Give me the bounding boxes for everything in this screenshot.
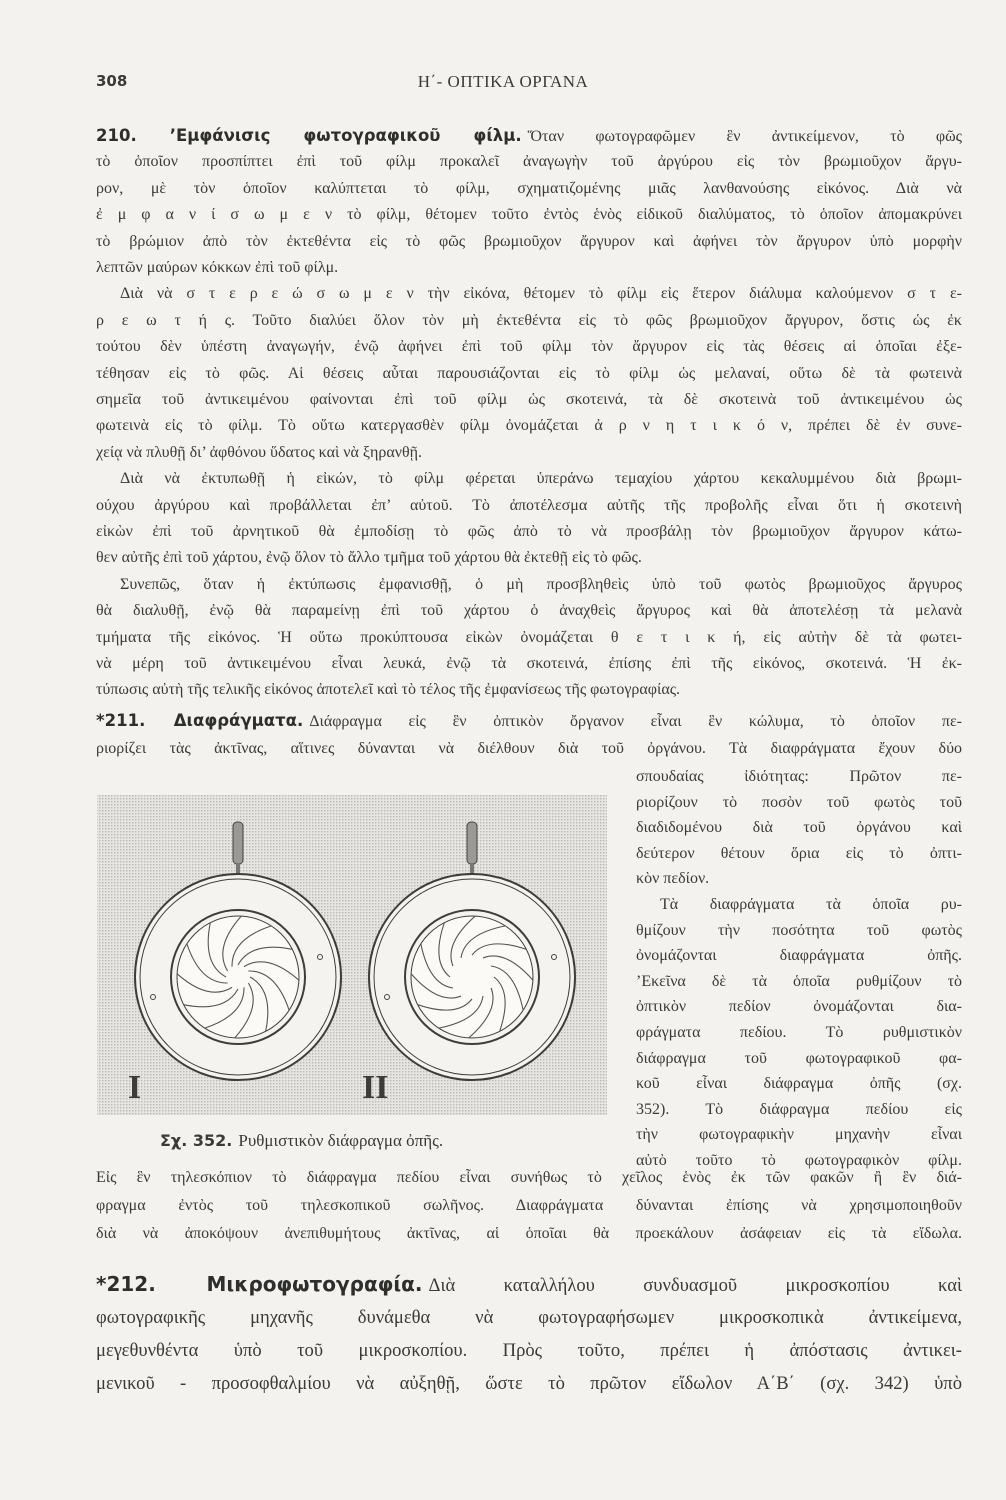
line-text: μενικοῦ - προσοφθαλμίου νὰ αὐξηθῇ, ὥστε τὸ πρῶτον εἴδωλον Α΄Β΄ (σχ. 342) ὑπὸ	[96, 1373, 962, 1394]
column-text-line	[636, 841, 962, 867]
line-text: τὸ βρώμιον ἀπὸ τὸν ἐκτεθέντα εἰς τὸ φῶς βρωμιοῦχον ἄργυρον καὶ ἀφήνει τὸν ἄργυρον ὑπὸ μορφὴν	[96, 232, 962, 250]
text-line	[96, 736, 962, 762]
text-line	[96, 545, 962, 571]
line-text: ρον, μὲ τὸν ὁποῖον καλύπτεται τὸ φίλμ, σχηματιζομένης μιᾶς λανθανούσης εἰκόνος. Διὰ νὰ	[96, 179, 962, 197]
line-text: ρ ε ω τ ή ς. Τοῦτο διαλύει ὅλον τὸν μὴ ἐκτεθέντα εἰς τὸ φῶς βρωμιοῦχον ἄργυρον, ὅστις ὡς ἐκ	[96, 311, 962, 329]
text-line	[120, 466, 962, 492]
column-text-line	[660, 892, 962, 918]
text-line	[96, 229, 962, 255]
line-text: κοῦ εἶναι διάφραγμα ὀπῆς (σχ.	[636, 1075, 962, 1093]
column-text-line	[636, 1097, 962, 1123]
line-text: σημεῖα τοῦ ἀντικειμένου φαίνονται ἐπὶ τοῦ φίλμ ὡς σκοτεινά, τὰ δὲ σκοτεινὰ τοῦ ἀντικειμένου ὡς	[96, 391, 962, 408]
text-line	[96, 255, 962, 281]
column-text-line	[636, 1020, 962, 1046]
text-line	[96, 677, 962, 703]
line-text: λεπτῶν μαύρων κόκκων ἐπὶ τοῦ φίλμ.	[96, 259, 339, 276]
text-line	[96, 598, 962, 624]
text-line	[96, 387, 962, 413]
line-text: Εἰς ἓν τηλεσκόπιον τὸ διάφραγμα πεδίου εἶναι συνήθως τὸ χεῖλος ἑνὸς ἐκ τῶν φακῶν ἢ ἓν διά-	[96, 1169, 962, 1186]
column-text-line	[636, 1071, 962, 1097]
column-text-line	[636, 764, 962, 790]
line-text: Διὰ καταλλήλου συνδυασμοῦ μικροσκοπίου καὶ	[428, 1275, 962, 1296]
caption-number: Σχ. 352.	[160, 1131, 233, 1150]
line-text: μεγεθυνθέντα ὑπὸ τοῦ μικροσκοπίου. Πρὸς τοῦτο, πρέπει ἡ ἀπόστασις ἀντικει-	[96, 1340, 962, 1361]
text-line	[96, 440, 962, 466]
line-text: τμήματα τῆς εἰκόνος. Ἡ οὕτω προκύπτουσα εἰκὼν ὀνομάζεται θ ε τ ι κ ή, εἰς αὐτὴν δὲ τὰ φωτει-	[96, 628, 962, 646]
section-212-first-line	[96, 1268, 962, 1300]
figure-label-i: I	[128, 1069, 142, 1106]
text-line	[96, 149, 962, 175]
line-text: διάφραγμα τοῦ φωτογραφικοῦ φα-	[636, 1049, 962, 1067]
line-text: σπουδαίας ἰδιότητας: Πρῶτον πε-	[636, 768, 962, 785]
text-line	[96, 1368, 962, 1400]
text-line	[96, 519, 962, 545]
column-text-line	[636, 969, 962, 995]
text-line	[96, 361, 962, 387]
line-text: διαδιδομένου διὰ τοῦ ὀργάνου καὶ	[636, 819, 962, 837]
line-text: ριορίζει τὰς ἀκτῖνας, αἵτινες δύνανται νὰ διέλθουν διὰ τοῦ ὀργάνου. Τὰ διαφράγματα ἔχουν δύο	[96, 740, 962, 757]
text-line	[96, 334, 962, 360]
column-text-line	[636, 815, 962, 841]
line-text: Συνεπῶς, ὅταν ἡ ἐκτύπωσις ἐμφανισθῇ, ὁ μὴ προσβληθεὶς ὑπὸ τοῦ φωτὸς βρωμιοῦχος ἄργυρος	[120, 575, 962, 593]
caption-text: Ρυθμιστικὸν διάφραγμα ὀπῆς.	[238, 1131, 444, 1150]
line-text: κὸν πεδίον.	[636, 870, 710, 888]
page-number: 308	[96, 72, 128, 90]
text-line	[120, 572, 962, 598]
text-line	[120, 281, 962, 307]
section-heading: 210. ’Εμφάνισις φωτογραφικοῦ φίλμ.	[96, 126, 522, 145]
line-text: χείᾳ νὰ πλυθῇ δι’ ἀφθόνου ὕδατος καὶ νὰ ξηρανθῇ.	[96, 443, 423, 461]
line-text: ριορίζουν τὸ ποσὸν τοῦ φωτὸς τοῦ	[636, 793, 962, 811]
column-text-line	[636, 994, 962, 1020]
line-text: 352). Τὸ διάφραγμα πεδίου εἰς	[636, 1100, 962, 1118]
text-line	[96, 493, 962, 519]
line-text: τὸ ὁποῖον προσπίπτει ἐπὶ τοῦ φίλμ προκαλεῖ ἀναγωγὴν τοῦ ἀργύρου εἰς τὸν βρωμιοῦχον ἄργυ-	[96, 153, 962, 171]
line-text: τούτου δὲν ὑπέστη ἀναγωγήν, ἐνῷ ἀφήνει ἐπὶ τοῦ φίλμ τὸν ἄργυρον εἰς τὰς θέσεις αἱ ὁποῖαι ἐξε-	[96, 338, 962, 356]
column-text-line	[636, 866, 962, 892]
column-text-line	[636, 1046, 962, 1072]
figure-label-ii: II	[362, 1069, 389, 1106]
line-text: ’Εκεῖνα δὲ τὰ ὁποῖα ρυθμίζουν τὸ	[636, 972, 962, 990]
text-line	[96, 1302, 962, 1334]
line-text: ὀνομάζονται διαφράγματα ὀπῆς.	[636, 947, 962, 965]
section-210-first-line	[96, 123, 962, 149]
line-text: Τὰ διαφράγματα τὰ ὁποῖα ρυ-	[660, 896, 962, 913]
line-text: φωτογραφικῆς μηχανῆς δυνάμεθα νὰ φωτογραφήσωμεν μικροσκοπικὰ ἀντικείμενα,	[96, 1307, 962, 1328]
line-text: αὐτὸ τοῦτο τὸ φωτογραφικὸν φίλμ.	[636, 1152, 962, 1169]
line-text: δεύτερον θέτουν ὅρια εἰς τὸ ὀπτι-	[636, 844, 962, 862]
text-line	[96, 413, 962, 439]
line-text: νὰ μέρη τοῦ ἀντικειμένου εἶναι λευκά, ἐνῷ τὰ σκοτεινά, ἐπίσης ἐπὶ τῆς εἰκόνος, σκοτεινά. Ἡ ἐκ-	[96, 655, 962, 672]
line-text: ὀπτικὸν πεδίον ὀνομάζονται δια-	[636, 998, 962, 1016]
text-line	[96, 1221, 962, 1247]
text-line	[96, 202, 962, 228]
section-heading: *212. Μικροφωτογραφία.	[96, 1272, 423, 1296]
figure-caption	[160, 1131, 443, 1151]
column-text-line	[636, 1122, 962, 1148]
line-text: ούχου ἀργύρου καὶ προβάλλεται ἐπ’ αὐτοῦ. Τὸ ἀποτέλεσμα αὐτῆς τῆς προβολῆς εἶναι ὅτι ἡ σκοτεινὴ	[96, 496, 962, 514]
line-text: Διάφραγμα εἰς ἓν ὀπτικὸν ὄργανον εἶναι ἓν κώλυμα, τὸ ὁποῖον πε-	[309, 713, 962, 730]
text-line	[96, 1165, 962, 1191]
line-text: τὴν φωτογραφικὴν μηχανὴν εἶναι	[636, 1126, 962, 1144]
line-text: φραγμα ἐντὸς τοῦ τηλεσκοπικοῦ σωλῆνος. Διαφράγματα δύνανται ἐπίσης νὰ χρησιμοποιηθοῦν	[96, 1197, 962, 1214]
text-line	[96, 1193, 962, 1219]
column-text-line	[636, 918, 962, 944]
line-text: θὰ διαλυθῇ, ἐνῷ θὰ παραμείνῃ ἐπὶ τοῦ χάρτου ὁ ἀναχθεὶς ἄργυρος καὶ θὰ ἀποτελέσῃ τὰ μελανὰ	[96, 602, 962, 620]
line-text: Διὰ νὰ σ τ ε ρ ε ώ σ ω μ ε ν τὴν εἰκόνα, θέτομεν τὸ φίλμ εἰς ἕτερον διάλυμα καλούμενον σ τ ε-	[120, 285, 962, 303]
section-211-first-line	[96, 708, 962, 734]
text-line	[96, 176, 962, 202]
line-text: εἰκὼν ἐπὶ τοῦ ἀρνητικοῦ θὰ ἐμποδίσῃ τὸ φῶς ἀπὸ τὸ νὰ προσβάλῃ τὸν βρωμιοῦχον ἄργυρον κάτω-	[96, 523, 962, 540]
column-text-line	[636, 790, 962, 816]
line-text: Διὰ νὰ ἐκτυπωθῇ ἡ εἰκών, τὸ φίλμ φέρεται ὑπεράνω τεμαχίου χάρτου κεκαλυμμένου διὰ βρωμι-	[120, 470, 962, 488]
text-line	[96, 651, 962, 677]
column-text-line	[636, 943, 962, 969]
line-text: θεν αὐτῆς ἐπὶ τοῦ χάρτου, ἐνῷ ὅλον τὸ ἄλλο τμῆμα τοῦ χάρτου θὰ ἐκτεθῇ εἰς τὸ φῶς.	[96, 549, 642, 567]
line-text: Ὅταν φωτογραφῶμεν ἓν ἀντικείμενον, τὸ φῶς	[527, 128, 962, 145]
line-text: φράγματα πεδίου. Τὸ ρυθμιστικὸν	[636, 1024, 962, 1041]
text-line	[96, 308, 962, 334]
text-line	[96, 625, 962, 651]
text-line	[96, 1335, 962, 1367]
line-text: τέθησαν εἰς τὸ φῶς. Αἱ θέσεις αὗται παρουσιάζονται εἰς τὸ φίλμ ὡς μελαναί, οὕτω δὲ τὰ φωτεινὰ	[96, 364, 962, 382]
line-text: διὰ νὰ ἀποκόψουν ἀνεπιθυμήτους ἀκτῖνας, αἱ ὁποῖαι θὰ προεκάλουν ἀσάφειαν εἰς τὰ εἴδωλα.	[96, 1225, 962, 1242]
line-text: θμίζουν τὴν ποσότητα τοῦ φωτὸς	[636, 921, 962, 939]
line-text: τύπωσις αὐτὴ τῆς τελικῆς εἰκόνος ἀποτελεῖ καὶ τὸ τέλος τῆς ἐμφανίσεως τῆς φωτογραφίας.	[96, 681, 681, 699]
section-heading: *211. Διαφράγματα.	[96, 711, 304, 730]
line-text: φωτεινὰ εἰς τὸ φίλμ. Τὸ οὕτω κατεργασθὲν φίλμ ὀνομάζεται ἀ ρ ν η τ ι κ ό ν, πρέπει δὲ ἐν συνε-	[96, 417, 962, 435]
line-text: ἐ μ φ α ν ί σ ω μ ε ν τὸ φίλμ, θέτομεν τοῦτο ἐντὸς ἑνὸς εἰδικοῦ διαλύματος, τὸ ὁποῖον ἀπομακρύνει	[96, 206, 962, 224]
running-title: Η΄- ΟΠΤΙΚΑ ΟΡΓΑΝΑ	[417, 72, 589, 91]
